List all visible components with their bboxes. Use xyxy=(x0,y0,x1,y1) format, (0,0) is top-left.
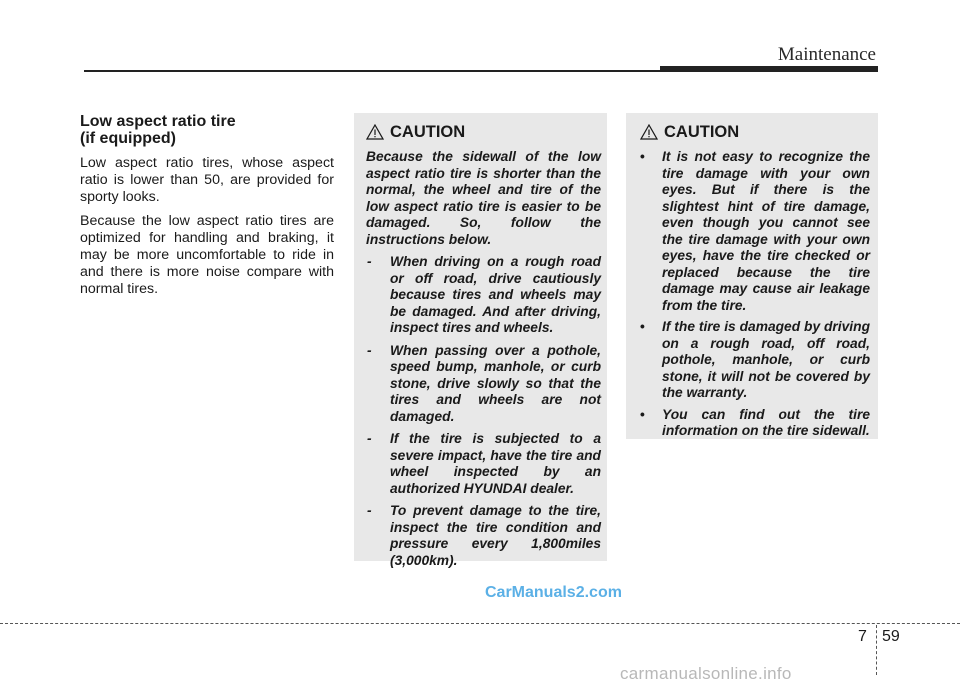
header-rule-thick xyxy=(660,66,878,72)
caution-title: CAUTION xyxy=(390,122,466,141)
body-paragraph: Because the low aspect ratio tires are optimized for handling and braking, it may be more uncomfortable to ride in and there is more noise compare with normal tires. xyxy=(80,213,334,297)
page-number: 59 xyxy=(882,628,900,645)
footer-rule xyxy=(0,623,960,624)
caution-title: CAUTION xyxy=(664,122,740,141)
body-paragraph: Low aspect ratio tires, whose aspect ratio is lower than 50, are provided for sporty looks. xyxy=(80,155,334,205)
watermark-link[interactable]: CarManuals2.com xyxy=(485,584,622,601)
topic-heading-line2: (if equipped) xyxy=(80,130,176,147)
list-item: • If the tire is damaged by driving on a rough road, off road, pothole, manhole, or curb stone, it will not be covered by the warranty. xyxy=(640,319,870,400)
caution-header xyxy=(366,121,601,143)
list-item: - When driving on a rough road or off road, drive cautiously because tires and wheels may be damaged. And after driving, inspect tires and wheels. xyxy=(367,254,601,335)
warning-triangle-icon xyxy=(366,124,384,140)
list-item: - When passing over a pothole, speed bump, manhole, or curb stone, drive slowly so that the tires and wheels are not damaged. xyxy=(367,342,601,424)
topic-heading-line1: Low aspect ratio tire xyxy=(80,113,236,130)
caution-intro: Because the sidewall of the low aspect ratio tire is shorter than the normal, the wheel and tire of the low aspect ratio tire is easier to be damaged. So, follow the instructions below. xyxy=(366,149,601,247)
intro-column xyxy=(80,113,334,305)
footer-watermark: carmanualsonline.info xyxy=(620,664,792,683)
page-number-separator xyxy=(876,625,877,675)
topic-heading xyxy=(80,113,334,147)
caution-list xyxy=(640,149,870,440)
header-rule xyxy=(84,70,660,72)
caution-box-2 xyxy=(626,113,878,439)
warning-triangle-icon xyxy=(640,124,658,140)
list-item: • It is not easy to recognize the tire damage with your own eyes. But if there is the slightest hint of tire damage, even though you cannot see the tire damage with your own eyes, have the tire checked or replaced because the tire damage may cause air leakage from the tire. xyxy=(640,149,870,313)
caution-box-1 xyxy=(354,113,607,568)
list-item: - To prevent damage to the tire, inspect the tire condition and pressure every 1,800miles (3,000km). xyxy=(367,503,601,568)
caution-header xyxy=(640,121,870,143)
chapter-number: 7 xyxy=(858,628,867,645)
list-item: • You can find out the tire information on the tire sidewall. xyxy=(640,406,870,438)
section-title: Maintenance xyxy=(777,44,876,65)
caution-list xyxy=(366,254,601,569)
list-item: - If the tire is subjected to a severe impact, have the tire and wheel inspected by an authorized HYUNDAI dealer. xyxy=(367,431,601,496)
